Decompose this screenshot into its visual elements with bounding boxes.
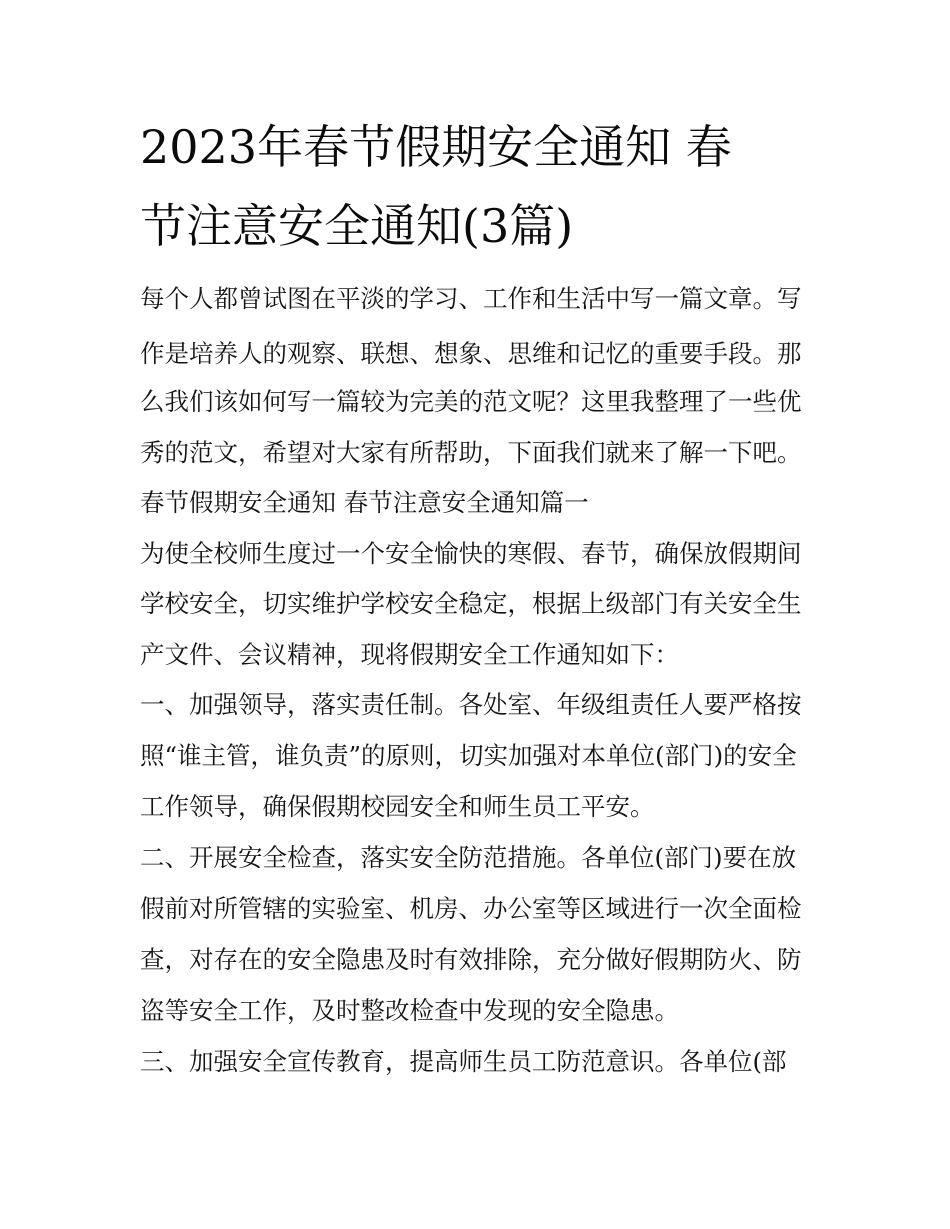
intro-line-3: 么我们该如何写一篇较为完美的范文呢？这里我整理了一些优 [140,387,802,416]
intro-line-1: 每个人都曾试图在平淡的学习、工作和生活中写一篇文章。写 [140,284,802,313]
intro-line-4: 秀的范文，希望对大家有所帮助，下面我们就来了解一下吧。 [140,438,802,467]
document-title-line-2: 节注意安全通知(3篇) [140,199,574,253]
paragraph-line: 盗等安全工作，及时整改检查中发现的安全隐患。 [140,996,679,1025]
paragraph-line: 二、开展安全检查，落实安全防范措施。各单位(部门)要在放 [140,843,797,872]
paragraph-line: 三、加强安全宣传教育，提高师生员工防范意识。各单位(部 [140,1047,787,1076]
document-title-line-1: 2023年春节假期安全通知 春 [140,120,732,174]
section-heading: 春节假期安全通知 春节注意安全通知篇一 [140,488,589,517]
paragraph-line: 假前对所管辖的实验室、机房、办公室等区域进行一次全面检 [140,894,802,923]
paragraph-line: 照“谁主管，谁负责”的原则，切实加强对本单位(部门)的安全 [140,741,797,770]
paragraph-line: 一、加强领导，落实责任制。各处室、年级组责任人要严格按 [140,690,802,719]
paragraph-line: 工作领导，确保假期校园安全和师生员工平安。 [140,792,655,821]
paragraph-line: 查，对存在的安全隐患及时有效排除，充分做好假期防火、防 [140,945,802,974]
intro-line-2: 作是培养人的观察、联想、想象、思维和记忆的重要手段。那 [140,339,802,368]
paragraph-line: 为使全校师生度过一个安全愉快的寒假、春节，确保放假期间 [140,539,802,568]
paragraph-line: 产文件、会议精神，现将假期安全工作通知如下： [140,640,679,669]
paragraph-line: 学校安全，切实维护学校安全稳定，根据上级部门有关安全生 [140,589,802,618]
